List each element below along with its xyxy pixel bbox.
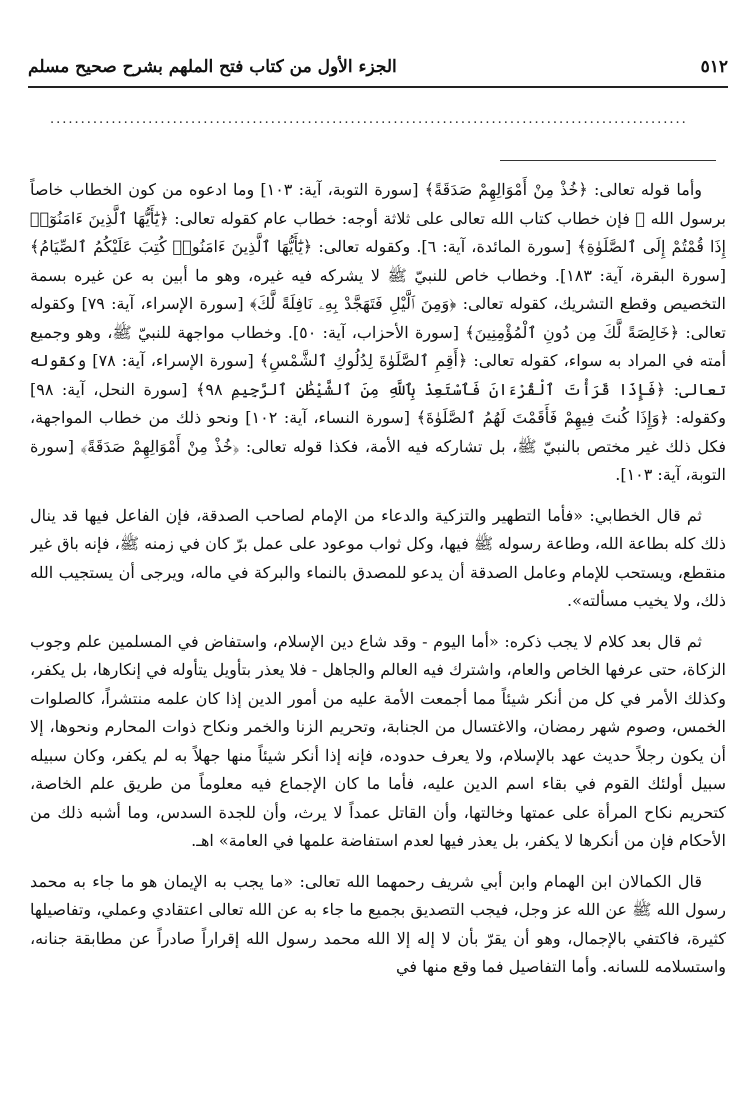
page-number: ٥١٢ (700, 57, 728, 77)
paragraph-2: ثم قال الخطابي: «فأما التطهير والتزكية والدعاء من الإمام لصاحب الصدقة، فإن الفاعل فيها قد ينال ذلك كله بطاعة الله، وطاعة رسوله ﷺ فيها، وكل ثواب موعود على عمل برّ كان في زمنه ﷺ، فإنه باق غير منقطع، ويستحب للإمام وعامل الصدقة أن يدعو للمصدق بالنماء والبركة في ماله، ويرجى أن يستجيب الله ذلك، ولا يخيب مسألته». (30, 505, 726, 610)
paragraph-3: ثم قال بعد كلام لا يجب ذكره: «أما اليوم - وقد شاع دين الإسلام، واستفاض في المسلمين علم وجوب الزكاة، حتى عرفها الخاص والعام، واشترك فيه العالم والجاهل - فلا يعذر بتأويل يتأوله في إنكارها، بل يكفر، وكذلك الأمر في كل من أنكر شيئاً مما أجمعت الأمة عليه من أمور الدين إذا كان علمه منتشراً، كالصلوات الخمس، وصوم شهر رمضان، والاغتسال من الجنابة، وتحريم الزنا والخمر ونكاح ذوات المحارم ونحوها، إلا أن يكون رجلاً حديث عهد بالإسلام، ولا يعرف حدوده، فإنه إذا أنكر شيئاً منها جهلاً به لم يكفر، وكان سبيله سبيل أولئك القوم في بقاء اسم الدين عليه، فأما ما كان الإجماع فيه معلوماً من طريق علم الخاصة، كتحريم نكاح المرأة على عمتها وخالتها، وأن القاتل عمداً لا يرث، وأن للجدة السدس، وما أشبه ذلك من الأحكام فإن من أنكرها لا يكفر، بل يعذر فيها لعدم استفاضة علمها في العامة» اهـ. (30, 631, 726, 850)
paragraph-4: قال الكمالان ابن الهمام وابن أبي شريف رحمهما الله تعالى: «ما يجب به الإيمان هو ما جاء به محمد رسول الله ﷺ عن الله عز وجل، فيجب التصديق بجميع ما جاء به عن الله تعالى اعتقادي وعملي، وتفاصيلها كثيرة، فاكتفي بالإجمال، وهو أن يقرّ بأن لا إله إلا الله محمد رسول الله إقراراً صادراً عن مطابقة جنانه، واستسلامه للسانه. وأما التفاصيل فما وقع منها في (30, 871, 726, 976)
footnote-rule (500, 160, 716, 161)
page-body (30, 176, 726, 1091)
dotted-separator: ........................................................................................................ (50, 112, 688, 126)
paragraph-1: وأما قوله تعالى: ﴿خُذْ مِنْ أَمْوَالِهِمْ صَدَقَةً﴾ [سورة التوبة، آية: ١٠٣] وما ادعوه من كون الخطاب خاصاً برسول الله ﷺ فإن خطاب كتاب الله تعالى على ثلاثة أوجه: خطاب عام كقوله تعالى: ﴿يَٰٓأَيُّهَا ٱلَّذِينَ ءَامَنُوٓا۟ إِذَا قُمْتُمْ إِلَى ٱلصَّلَوٰةِ﴾ [سورة المائدة، آية: ٦]. وكقوله تعالى: ﴿يَٰٓأَيُّهَا ٱلَّذِينَ ءَامَنُوا۟ كُتِبَ عَلَيْكُمُ ٱلصِّيَامُ﴾ [سورة البقرة، آية: ١٨٣]. وخطاب خاص للنبيّ ﷺ لا يشركه فيه غيره، وهو ما أبين به عن غيره بسمة التخصيص وقطع التشريك، كقوله تعالى: ﴿وَمِنَ ٱلَّيْلِ فَتَهَجَّدْ بِهِۦ نَافِلَةً لَّكَ﴾ [سورة الإسراء، آية: ٧٩] وكقوله تعالى: ﴿خَالِصَةً لَّكَ مِن دُونِ ٱلْمُؤْمِنِينَ﴾ [سورة الأحزاب، آية: ٥٠]. وخطاب مواجهة للنبيّ ﷺ، وهو وجميع أمته في المراد به سواء، كقوله تعالى: ﴿أَقِمِ ٱلصَّلَوٰةَ لِدُلُوكِ ٱلشَّمْسِ﴾ [سورة الإسراء، آية: ٧٨] وكقوله تعالى: ﴿فَإِذَا قَرَأْتَ ٱلْقُرْءَانَ فَٱسْتَعِذْ بِٱللَّهِ مِنَ ٱلشَّيْطَٰنِ ٱلرَّجِيمِ ٩٨﴾ [سورة النحل، آية: ٩٨] وكقوله: ﴿وَإِذَا كُنتَ فِيهِمْ فَأَقَمْتَ لَهُمُ ٱلصَّلَوٰةَ﴾ [سورة النساء، آية: ١٠٢] ونحو ذلك من خطاب المواجهة، فكل ذلك غير مختص بالنبيّ ﷺ، بل تشاركه فيه الأمة، فكذا قوله تعالى: ﴿خُذْ مِنْ أَمْوَالِهِمْ صَدَقَةً﴾ [سورة التوبة، آية: ١٠٣]. (30, 180, 726, 484)
running-title: الجزء الأول من كتاب فتح الملهم بشرح صحيح مسلم (28, 57, 397, 77)
page-header (28, 52, 728, 82)
header-rule (28, 86, 728, 88)
